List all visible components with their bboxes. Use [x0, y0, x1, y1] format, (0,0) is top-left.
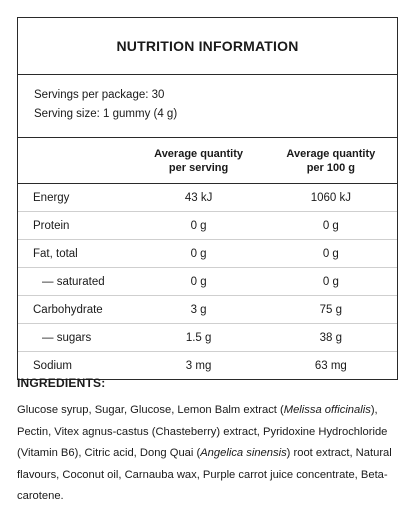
- header-per-serving-line1: Average quantity: [154, 147, 243, 160]
- per-serving-value: 43 kJ: [184, 191, 213, 204]
- nutrient-name: Energy: [33, 191, 70, 204]
- per-100g-value: 75 g: [319, 303, 343, 316]
- panel-title: NUTRITION INFORMATION: [18, 18, 397, 75]
- per-serving-value: 0 g: [190, 247, 207, 260]
- ingredients-segment: ) root extract, Natural flavours, Coconut oil, Carnauba wax, Purple carrot juice concentrate, Beta-carotene.: [17, 447, 392, 502]
- ingredients-segment-italic: Angelica sinensis: [200, 447, 287, 459]
- per-100g-value: 1060 kJ: [310, 191, 351, 204]
- serving-size: Serving size: 1 gummy (4 g): [34, 108, 178, 120]
- nutrient-name: — saturated: [42, 275, 105, 288]
- nutrition-panel: [17, 17, 398, 380]
- table-row-protein: [18, 212, 397, 240]
- per-100g-value: 0 g: [322, 247, 339, 260]
- nutrient-name: Carbohydrate: [33, 303, 103, 316]
- per-serving-value: 1.5 g: [185, 331, 212, 344]
- table-row-fat-total: [18, 240, 397, 268]
- per-serving-value: 3 g: [190, 303, 207, 316]
- ingredients-heading: INGREDIENTS:: [17, 376, 106, 390]
- header-per-100g-line2: per 100 g: [306, 161, 355, 174]
- header-per-100g: [265, 147, 397, 175]
- servings-per-package: Servings per package: 30: [34, 89, 165, 101]
- nutrient-name: Sodium: [33, 359, 72, 372]
- table-row-saturated: [18, 268, 397, 296]
- nutrition-table: [18, 138, 397, 379]
- nutrient-name: Protein: [33, 219, 70, 232]
- per-100g-value: 0 g: [322, 219, 339, 232]
- per-100g-value: 0 g: [322, 275, 339, 288]
- ingredients-segment: Glucose syrup, Sugar, Glucose, Lemon Balm extract (: [17, 404, 284, 416]
- per-serving-value: 0 g: [190, 219, 207, 232]
- nutrient-name: Fat, total: [33, 247, 78, 260]
- ingredients-segment: ), Pectin, Vitex agnus-castus (Chasteberry) extract, Pyridoxine Hydrochloride (Vitamin B6), Citric acid, Dong Quai (: [17, 404, 388, 459]
- per-serving-value: 3 mg: [185, 359, 212, 372]
- ingredients-text: [17, 400, 401, 508]
- header-per-serving-line2: per serving: [168, 161, 229, 174]
- table-row-sodium: [18, 352, 397, 379]
- table-row-carbohydrate: [18, 296, 397, 324]
- ingredients-segment-italic: Melissa officinalis: [283, 404, 371, 416]
- header-per-100g-line1: Average quantity: [286, 147, 376, 160]
- per-100g-value: 63 mg: [314, 359, 347, 372]
- per-100g-value: 38 g: [319, 331, 343, 344]
- per-serving-value: 0 g: [190, 275, 207, 288]
- nutrient-name: — sugars: [42, 331, 92, 344]
- table-row-sugars: [18, 324, 397, 352]
- table-row-energy: [18, 184, 397, 212]
- header-per-serving: [132, 147, 264, 175]
- servings-info: [18, 75, 397, 138]
- table-header-row: [18, 138, 397, 184]
